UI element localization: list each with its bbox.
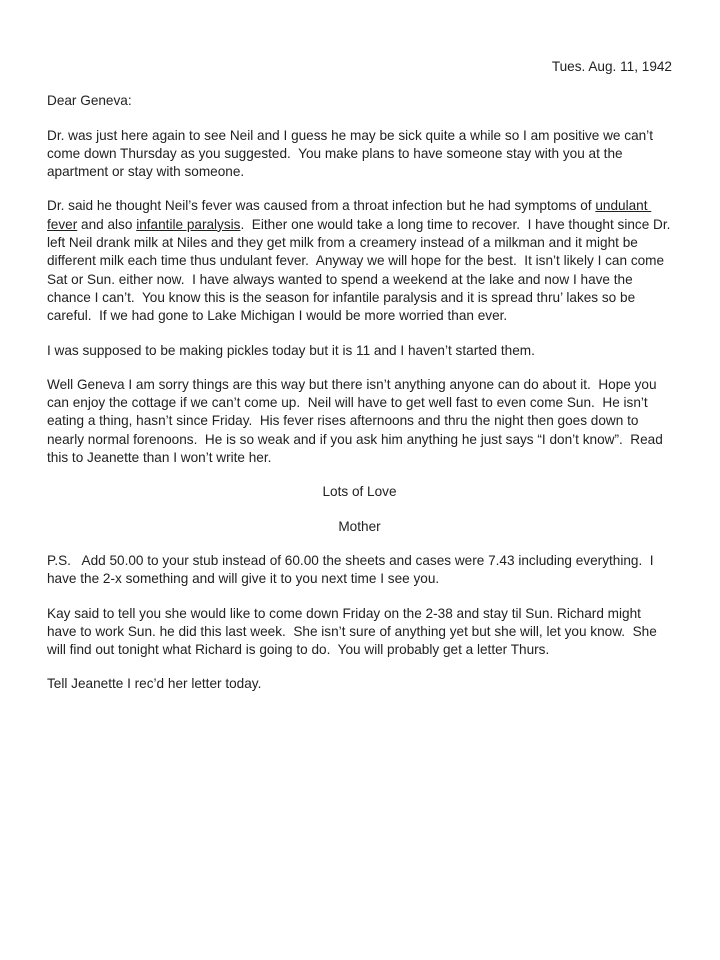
paragraph-kay: Kay said to tell you she would like to come down Friday on the 2-38 and stay til Sun. Richard might have to work Sun. he did this last week. She isn’t sure of anything yet but she will, let you know. She will find out tonight what Richard is going to do. You will probably get a letter Thurs. <box>47 605 661 658</box>
letter-body <box>47 58 675 694</box>
paragraph-postscript: P.S. Add 50.00 to your stub instead of 60.00 the sheets and cases were 7.43 including everything. I have the 2-x something and will give it to you next time I see you. <box>47 552 658 587</box>
paragraph-diagnosis-text-3: . Either one would take a long time to recover. I have thought since Dr. left Neil drank milk at Niles and they get milk from a creamery instead of a milkman and it might be different milk each time thus undulant fever. Anyway we will hope for the best. It isn’t likely I can come Sat or Sun. either now. I have always wanted to spend a weekend at the lake and now I have the chance I can’t. You know this is the season for infantile paralysis and it is spread thru’ lakes so be careful. If we had gone to Lake Michigan I would be more worried than ever. <box>47 216 675 324</box>
signature-line: Mother <box>338 518 381 534</box>
paragraph-diagnosis <box>47 197 675 325</box>
paragraph-diagnosis-text-2: and also <box>77 216 137 232</box>
paragraph-jeanette-letter: Tell Jeanette I rec’d her letter today. <box>47 676 262 692</box>
underlined-undulant-fever: undulant fever <box>47 198 652 232</box>
letter-date: Tues. Aug. 11, 1942 <box>551 59 672 74</box>
paragraph-sorry: Well Geneva I am sorry things are this way but there isn’t anything anyone can do about it. Hope you can enjoy the cottage if we can’t come up. Neil will have to get well fast to even come Sun. He isn’t eating a thing, hasn’t since Friday. His fever rises afternoons and thru the night then goes down to nearly normal forenoons. He is so weak and if you ask him anything he just says “I don’t know”. Read this to Jeanette than I won’t write her. <box>47 376 667 466</box>
paragraph-pickles: I was supposed to be making pickles today but it is 11 and I haven’t started them. <box>47 342 535 358</box>
paragraph-diagnosis-text-1: Dr. said he thought Neil’s fever was caused from a throat infection but he had symptoms of <box>47 198 596 214</box>
paragraph-doctor-visit: Dr. was just here again to see Neil and I guess he may be sick quite a while so I am positive we can’t come down Thursday as you suggested. You make plans to have someone stay with you at the apartment or stay with someone. <box>47 127 657 180</box>
closing-line: Lots of Love <box>322 484 397 500</box>
salutation: Dear Geneva: <box>47 93 132 109</box>
underlined-infantile-paralysis: infantile paralysis <box>136 216 241 232</box>
